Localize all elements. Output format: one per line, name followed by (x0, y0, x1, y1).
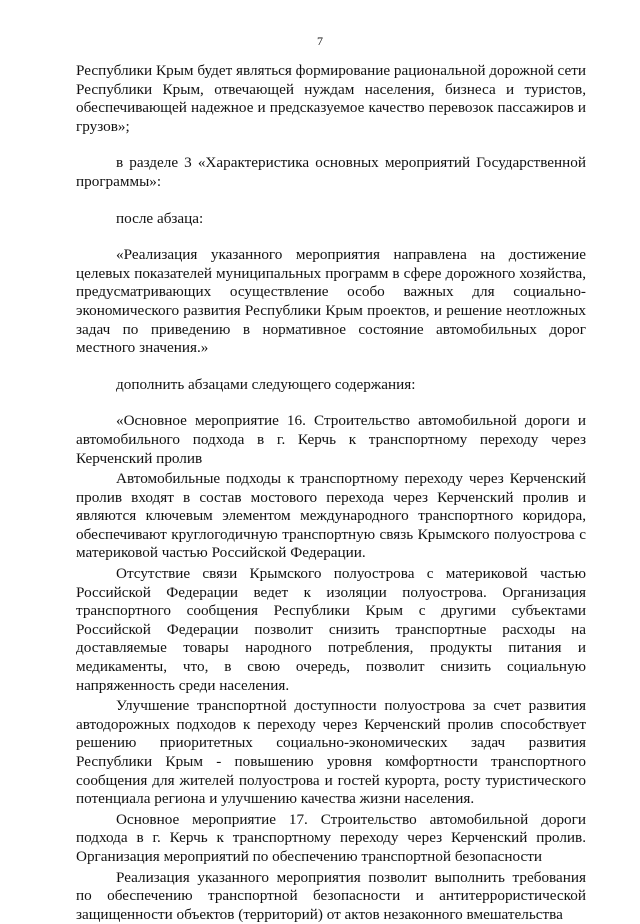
paragraph-isolation: Отсутствие связи Крымского полуострова с материковой частью Российской Федерации ведет к изоляции полуострова. Организация транспортного сообщения Республики Крым с другими субъектами Российской Федерации позволит снизить транспортные расходы на доставляемые товары народного потребления, продукты питания и медикаменты, что, в свою очередь, позволит снизить социальную напряженность среди населения. (76, 565, 586, 694)
document-body (76, 62, 586, 924)
paragraph-accessibility: Улучшение транспортной доступности полуострова за счет развития автодорожных подходов к переходу через Керченский пролив способствует решению приоритетных социально-экономических задач развития Республики Крым - повышению уровня комфортности транспортного сообщения для жителей полуострова и гостей курорта, росту туристического потенциала региона и улучшению качества жизни населения. (76, 697, 586, 808)
paragraph-measure-16-title: «Основное мероприятие 16. Строительство автомобильной дороги и автомобильного подхода в г. Керчь к транспортному переходу через Керченский пролив (76, 412, 586, 467)
paragraph-section-reference: в разделе 3 «Характеристика основных мероприятий Государственной программы»: (76, 154, 586, 190)
paragraph-continuation: Республики Крым будет являться формирование рациональной дорожной сети Республики Крым, отвечающей нуждам населения, бизнеса и туристов, обеспечивающей надежное и предсказуемое качество перевозок пассажиров и грузов»; (76, 62, 586, 135)
paragraph-quoted-text: «Реализация указанного мероприятия направлена на достижение целевых показателей муниципальных программ в сфере дорожного хозяйства, предусматривающих осуществление особо важных для социально-экономического развития Республики Крым проектов, и решение неотложных задач по приведению в нормативное состояние автомобильных дорог местного значения.» (76, 246, 586, 357)
page-number: 7 (317, 34, 323, 48)
paragraph-security-requirements: Реализация указанного мероприятия позволит выполнить требования по обеспечению транспортной безопасности и антитеррористической защищенности объектов (территорий) от актов незаконного вмешательства (76, 868, 586, 923)
paragraph-measure-17-title: Основное мероприятие 17. Строительство автомобильной дороги подхода в г. Керчь к транспортному переходу через Керченский пролив. Организация мероприятий по обеспечению транспортной безопасности (76, 810, 586, 865)
paragraph-approach-roads: Автомобильные подходы к транспортному переходу через Керченский пролив входят в состав мостового перехода через Керченский пролив и являются ключевым элементом международного транспортного коридора, обеспечивают круглогодичную транспортную связь Крымского полуострова с материковой частью Российской Федерации. (76, 470, 586, 562)
paragraph-after-paragraph: после абзаца: (116, 209, 204, 227)
paragraph-supplement-instruction: дополнить абзацами следующего содержания: (116, 375, 416, 393)
